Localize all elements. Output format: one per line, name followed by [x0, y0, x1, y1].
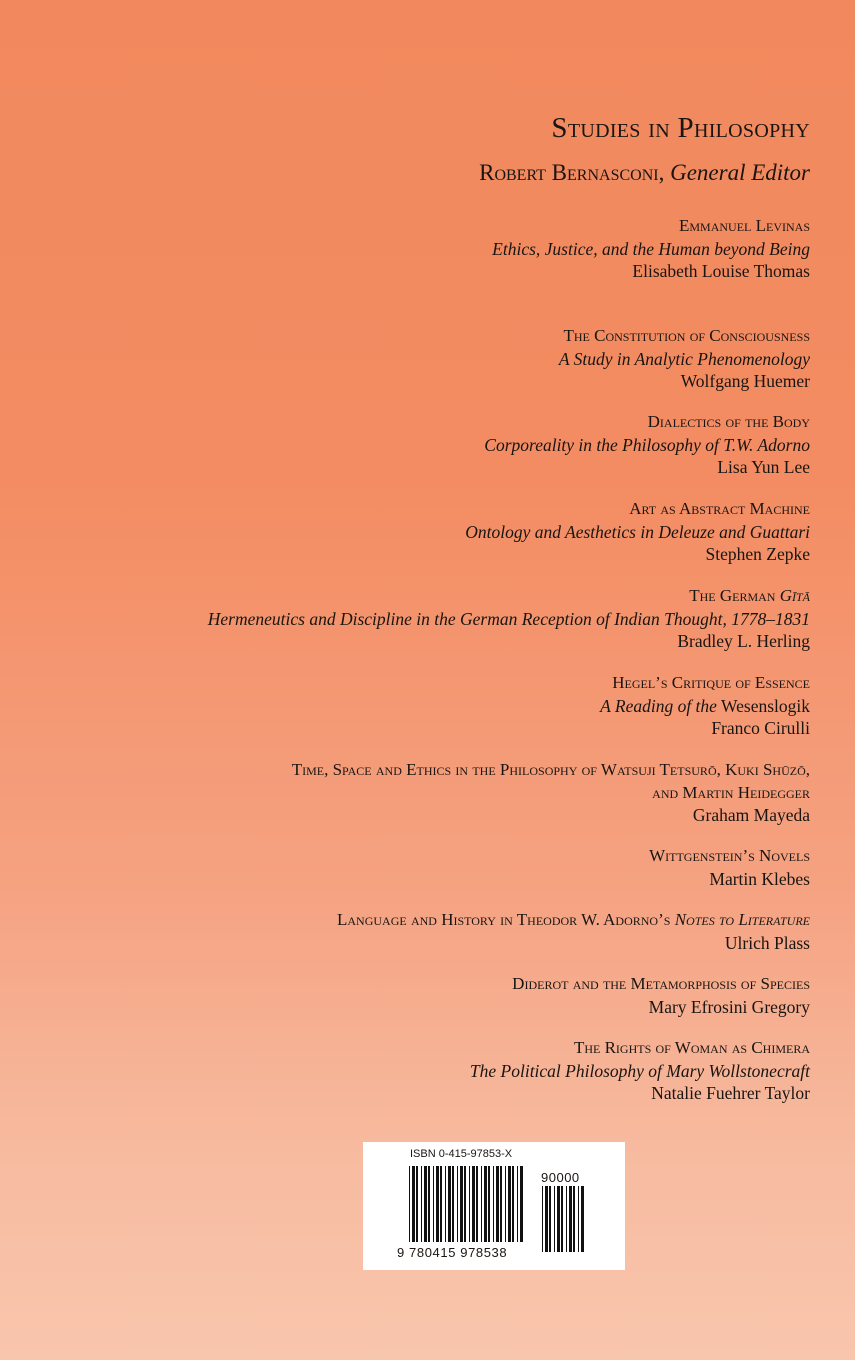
book-subtitle — [600, 695, 810, 718]
book-subtitle: The Political Philosophy of Mary Wollstonecraft — [469, 1060, 810, 1081]
book-title-italic: Notes to Literature — [674, 910, 810, 929]
book-entry — [465, 498, 810, 566]
book-subtitle: Ethics, Justice, and the Human beyond Being — [492, 238, 810, 259]
barcode-bar — [505, 1166, 506, 1242]
book-subtitle: A Study in Analytic Phenomenology — [558, 348, 810, 369]
barcode-bar — [448, 1166, 451, 1242]
book-title: Art as Abstract Machine — [629, 499, 810, 518]
barcode-bar — [517, 1166, 518, 1242]
barcode-bar — [476, 1166, 478, 1242]
book-subtitle-italic: A Reading of the — [600, 695, 717, 716]
book-subtitle: Corporeality in the Philosophy of T.W. Adorno — [484, 434, 810, 455]
barcode-bar — [424, 1166, 427, 1242]
book-title-line-2: and Martin Heidegger — [652, 782, 810, 802]
barcode-bar — [464, 1166, 466, 1242]
barcode-bar — [578, 1186, 579, 1252]
book-author: Natalie Fuehrer Taylor — [651, 1083, 810, 1103]
barcode-bar — [457, 1166, 458, 1242]
book-entry — [600, 672, 810, 740]
book-author: Elisabeth Louise Thomas — [632, 261, 810, 281]
barcode-bar — [493, 1166, 494, 1242]
book-title: Diderot and the Metamorphosis of Species — [512, 974, 810, 993]
editor-name: Robert Bernasconi, — [479, 160, 665, 185]
barcode-bar — [412, 1166, 415, 1242]
barcode-bar — [557, 1186, 560, 1252]
book-author: Martin Klebes — [709, 868, 810, 889]
book-entry — [649, 845, 810, 890]
book-title-prefix: The German — [689, 586, 776, 605]
book-author: Ulrich Plass — [724, 932, 810, 953]
barcode-bar — [581, 1186, 584, 1252]
barcode-bar — [484, 1166, 487, 1242]
series-title: Studies in Philosophy — [551, 112, 810, 144]
book-author: Wolfgang Huemer — [680, 371, 810, 391]
book-subtitle-roman: Wesenslogik — [721, 695, 810, 716]
barcode-bar — [452, 1166, 454, 1242]
isbn-number: ISBN 0-415-97853-X — [410, 1148, 513, 1160]
barcode-bar — [566, 1186, 567, 1252]
book-author: Bradley L. Herling — [677, 631, 810, 651]
book-title: Dialectics of the Body — [647, 412, 810, 431]
barcode-bar — [554, 1186, 555, 1252]
price-code-digits: 90000 — [541, 1170, 580, 1185]
book-entry — [492, 215, 810, 283]
barcode-bar — [488, 1166, 490, 1242]
book-title-italic: Gītā — [779, 586, 810, 605]
barcode-bar — [440, 1166, 442, 1242]
barcode-bar — [481, 1166, 482, 1242]
book-author: Franco Cirulli — [711, 718, 810, 738]
book-entry — [337, 909, 810, 954]
barcode-bar — [542, 1186, 543, 1252]
barcode-bar — [433, 1166, 434, 1242]
barcode-bar — [472, 1166, 475, 1242]
barcode-bar — [436, 1166, 439, 1242]
barcode-bar — [469, 1166, 470, 1242]
book-title: The Constitution of Consciousness — [563, 326, 810, 345]
barcode-bar — [460, 1166, 463, 1242]
book-entry — [484, 411, 810, 479]
barcode-bar — [569, 1186, 572, 1252]
book-subtitle: Hermeneutics and Discipline in the German Reception of Indian Thought, 1778–1831 — [207, 608, 810, 629]
book-title — [337, 909, 810, 932]
book-author: Lisa Yun Lee — [717, 457, 810, 477]
book-title — [208, 585, 810, 608]
barcode-bar — [508, 1166, 511, 1242]
barcode-bar — [520, 1166, 523, 1242]
barcode-bar — [512, 1166, 514, 1242]
general-editor-line — [479, 160, 810, 186]
barcode-bar — [545, 1186, 548, 1252]
book-author: Mary Efrosini Gregory — [648, 996, 810, 1017]
barcode-bar — [573, 1186, 575, 1252]
book-author: Stephen Zepke — [705, 544, 810, 564]
book-subtitle: Ontology and Aesthetics in Deleuze and Guattari — [465, 521, 810, 542]
barcode-bar — [496, 1166, 499, 1242]
barcode-bar — [409, 1166, 410, 1242]
barcode-bar — [445, 1166, 446, 1242]
book-entry — [292, 759, 810, 827]
ean-digits: 9 780415 978538 — [397, 1245, 508, 1260]
book-title: Emmanuel Levinas — [678, 216, 810, 235]
book-entry — [470, 1037, 810, 1105]
book-entry — [512, 973, 810, 1018]
book-author: Graham Mayeda — [692, 805, 810, 825]
book-title: Hegel’s Critique of Essence — [612, 673, 810, 692]
book-title: Wittgenstein’s Novels — [649, 846, 810, 865]
barcode-bar — [428, 1166, 430, 1242]
book-title: The Rights of Woman as Chimera — [573, 1038, 810, 1057]
isbn-barcode — [363, 1142, 625, 1270]
book-title-line-1: Time, Space and Ethics in the Philosophy of Watsuji Tetsurō, Kuki Shūzō, — [291, 760, 810, 779]
editor-role: General Editor — [670, 160, 810, 185]
book-title-prefix: Language and History in Theodor W. Adorno’s — [336, 910, 671, 929]
book-entry — [208, 585, 810, 653]
barcode-bar — [549, 1186, 551, 1252]
barcode-bar — [421, 1166, 422, 1242]
barcode-bar — [416, 1166, 418, 1242]
barcode-bar — [561, 1186, 563, 1252]
book-entry — [559, 325, 810, 393]
barcode-bar — [500, 1166, 502, 1242]
